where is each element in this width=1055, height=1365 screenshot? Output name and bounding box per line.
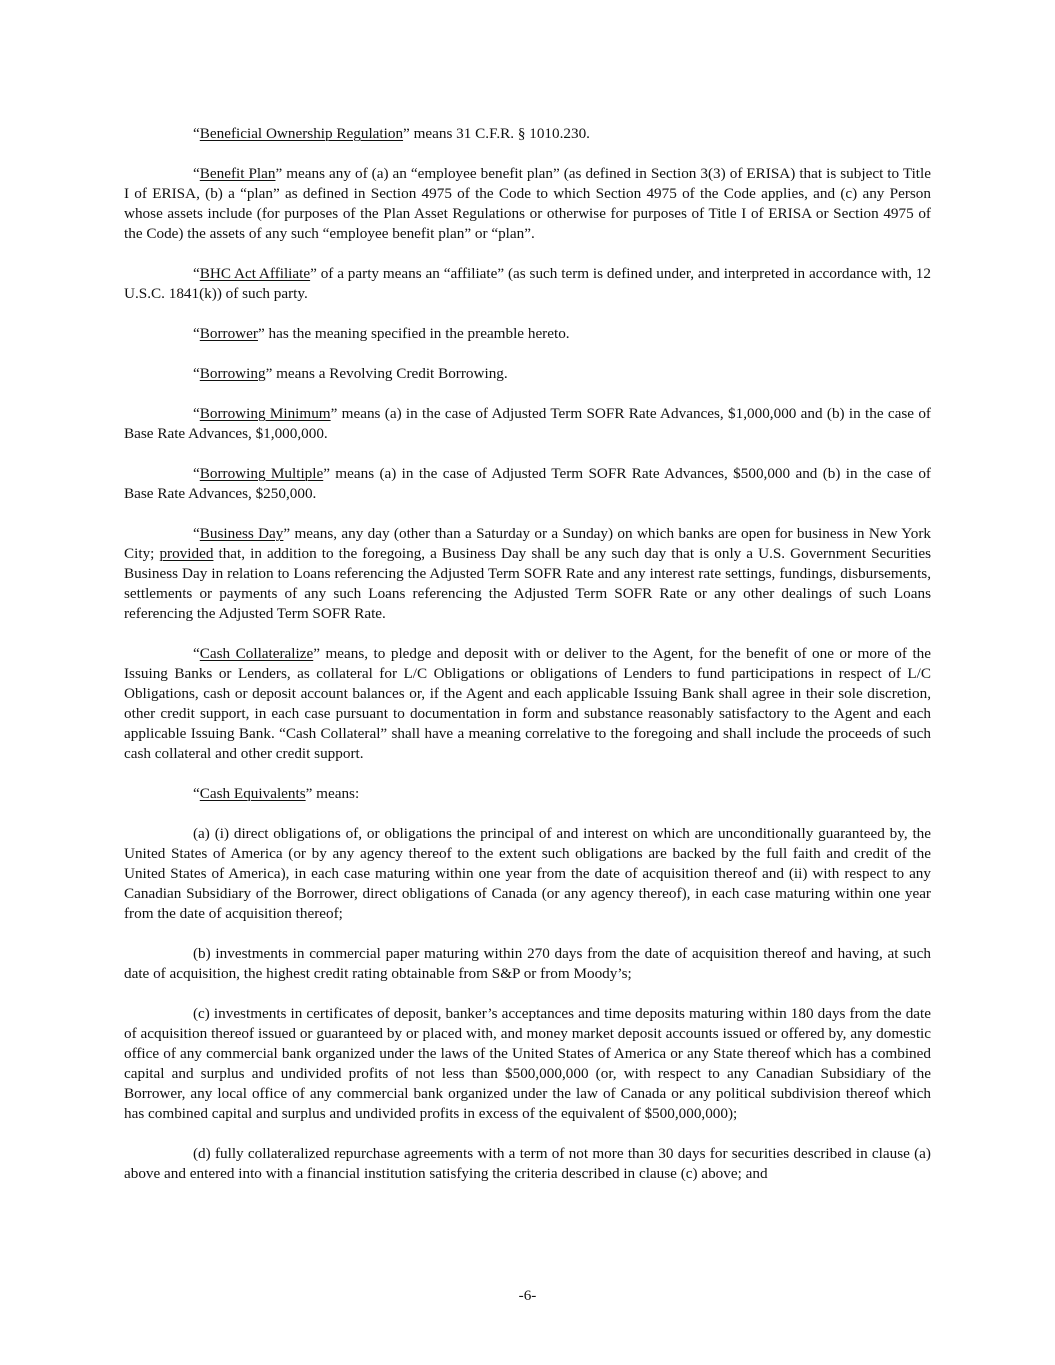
defined-term: Cash Equivalents: [199, 785, 306, 802]
definition-text: ” means:: [305, 785, 360, 802]
defined-term: Borrowing Multiple: [199, 465, 324, 482]
definition-business-day: “Business Day” means, any day (other than a Saturday or a Sunday) on which banks are open for business in New York City; provided that, in addition to the foregoing, a Business Day shall be any such day that is only a U.S. Government Securities Business Day in relation to Loans referencing the Adjusted Term SOFR Rate and any interest rate settings, fundings, disbursements, settlements or payments of any such Loans referencing the Adjusted Term SOFR Rate or any other dealings of such Loans referencing the Adjusted Term SOFR Rate.: [124, 525, 932, 622]
definition-text: ” means a Revolving Credit Borrowing.: [265, 365, 508, 382]
definition-benefit-plan: “Benefit Plan” means any of (a) an “employee benefit plan” (as defined in Section 3(3) of ERISA) that is subject to Title I of ERISA, (b) a “plan” as defined in Section 4975 of the Code to which Section 4975 of the Code applies, and (c) any Person whose assets include (for purposes of the Plan Asset Regulations or otherwise for purposes of Title I of ERISA or Section 4975 of the Code) the assets of any such “employee benefit plan” or “plan”.: [124, 165, 931, 242]
definition-text: ” has the meaning specified in the preamble hereto.: [257, 325, 570, 342]
defined-term: Cash Collateralize: [199, 645, 314, 662]
defined-term: Business Day: [199, 525, 284, 542]
definition-borrowing-minimum: “Borrowing Minimum” means (a) in the case of Adjusted Term SOFR Rate Advances, $1,000,000 and (b) in the case of Base Rate Advances, $1,000,000.: [124, 405, 931, 442]
defined-term: Borrowing: [199, 365, 266, 382]
definition-text: ” means 31 C.F.R. § 1010.230.: [403, 125, 590, 142]
definition-cash-equivalents: “Cash Equivalents” means:: [193, 785, 360, 802]
defined-term: Borrower: [199, 325, 258, 342]
definition-text: that, in addition to the foregoing, a Business Day shall be any such day that is only a U.S. Government Securities Business Day in relation to Loans referencing the Adjusted Term SOFR Rate and any interest rate settings, fundings, disbursements, settlements or payments of any such Loans referencing the Adjusted Term SOFR Rate or any other dealings of such Loans referencing the Adjusted Term SOFR Rate.: [124, 545, 932, 622]
page-number: -6-: [518, 1287, 537, 1304]
defined-term: Beneficial Ownership Regulation: [199, 125, 404, 142]
definition-text: ” means, to pledge and deposit with or deliver to the Agent, for the benefit of one or more of the Issuing Banks or Lenders, as collateral for L/C Obligations or obligations of Lenders to fund participations in respect of L/C Obligations, cash or deposit account balances or, if the Agent and each applicable Issuing Bank shall agree in their sole discretion, other credit support, in each case pursuant to documentation in form and substance reasonably satisfactory to the Agent and each applicable Issuing Bank. “Cash Collateral” shall have a meaning correlative to the foregoing and shall include the proceeds of such cash collateral and other credit support.: [124, 645, 931, 762]
definition-bhc-act-affiliate: “BHC Act Affiliate” of a party means an “affiliate” (as such term is defined under, and interpreted in accordance with, 12 U.S.C. 1841(k)) of such party.: [124, 265, 931, 302]
clause-d: (d) fully collateralized repurchase agreements with a term of not more than 30 days for securities described in clause (a) above and entered into with a financial institution satisfying the criteria described in clause (c) above; and: [124, 1145, 931, 1182]
defined-term: BHC Act Affiliate: [199, 265, 311, 282]
definition-borrower: “Borrower” has the meaning specified in the preamble hereto.: [193, 325, 570, 342]
definition-text: ” of a party means an “affiliate” (as such term is defined under, and interpreted in accordance with, 12 U.S.C. 1841(k)) of such party.: [124, 265, 931, 302]
document-page: [124, 124, 931, 1204]
definition-borrowing: “Borrowing” means a Revolving Credit Borrowing.: [193, 365, 508, 382]
defined-term: Borrowing Minimum: [199, 405, 331, 422]
definition-beneficial-ownership-regulation: “Beneficial Ownership Regulation” means 31 C.F.R. § 1010.230.: [193, 125, 590, 142]
definition-text: ” means (a) in the case of Adjusted Term SOFR Rate Advances, $1,000,000 and (b) in the case of Base Rate Advances, $1,000,000.: [124, 405, 931, 442]
definition-cash-collateralize: “Cash Collateralize” means, to pledge and deposit with or deliver to the Agent, for the benefit of one or more of the Issuing Banks or Lenders, as collateral for L/C Obligations or obligations of Lenders to fund participations in respect of L/C Obligations, cash or deposit account balances or, if the Agent and each applicable Issuing Bank shall agree in their sole discretion, other credit support, in each case pursuant to documentation in form and substance reasonably satisfactory to the Agent and each applicable Issuing Bank. “Cash Collateral” shall have a meaning correlative to the foregoing and shall include the proceeds of such cash collateral and other credit support.: [124, 645, 931, 762]
clause-a: (a) (i) direct obligations of, or obligations the principal of and interest on which are unconditionally guaranteed by, the United States of America (or by any agency thereof to the extent such obligations are backed by the full faith and credit of the United States of America), in each case maturing within one year from the date of acquisition thereof and (ii) with respect to any Canadian Subsidiary of the Borrower, direct obligations of Canada (or any agency thereof), in each case maturing within one year from the date of acquisition thereof;: [124, 825, 931, 922]
definition-text: ” means any of (a) an “employee benefit plan” (as defined in Section 3(3) of ERISA) that is subject to Title I of ERISA, (b) a “plan” as defined in Section 4975 of the Code to which Section 4975 of the Code applies, and (c) any Person whose assets include (for purposes of the Plan Asset Regulations or otherwise for purposes of Title I of ERISA or Section 4975 of the Code) the assets of any such “employee benefit plan” or “plan”.: [124, 165, 931, 242]
clause-b: (b) investments in commercial paper maturing within 270 days from the date of acquisition thereof and having, at such date of acquisition, the highest credit rating obtainable from S&P or from Moody’s;: [124, 945, 931, 982]
definition-borrowing-multiple: “Borrowing Multiple” means (a) in the case of Adjusted Term SOFR Rate Advances, $500,000 and (b) in the case of Base Rate Advances, $250,000.: [124, 465, 931, 502]
defined-term: Benefit Plan: [199, 165, 276, 182]
clause-c: (c) investments in certificates of deposit, banker’s acceptances and time deposits maturing within 180 days from the date of acquisition thereof issued or guaranteed by or placed with, and money market deposit accounts issued or offered by, any domestic office of any commercial bank organized under the laws of the United States of America or any State thereof which has a combined capital and surplus and undivided profits of not less than $500,000,000 (or, with respect to any Canadian Subsidiary of the Borrower, any local office of any commercial bank organized under the law of Canada or any political subdivision thereof which has combined capital and surplus and undivided profits in excess of the equivalent of $500,000,000);: [124, 1005, 931, 1122]
definition-text: ” means (a) in the case of Adjusted Term SOFR Rate Advances, $500,000 and (b) in the case of Base Rate Advances, $250,000.: [124, 465, 931, 502]
definition-text: ” means, any day (other than a Saturday or a Sunday) on which banks are open for business in New York City;: [124, 525, 932, 562]
emphasis-provided: provided: [159, 545, 214, 562]
